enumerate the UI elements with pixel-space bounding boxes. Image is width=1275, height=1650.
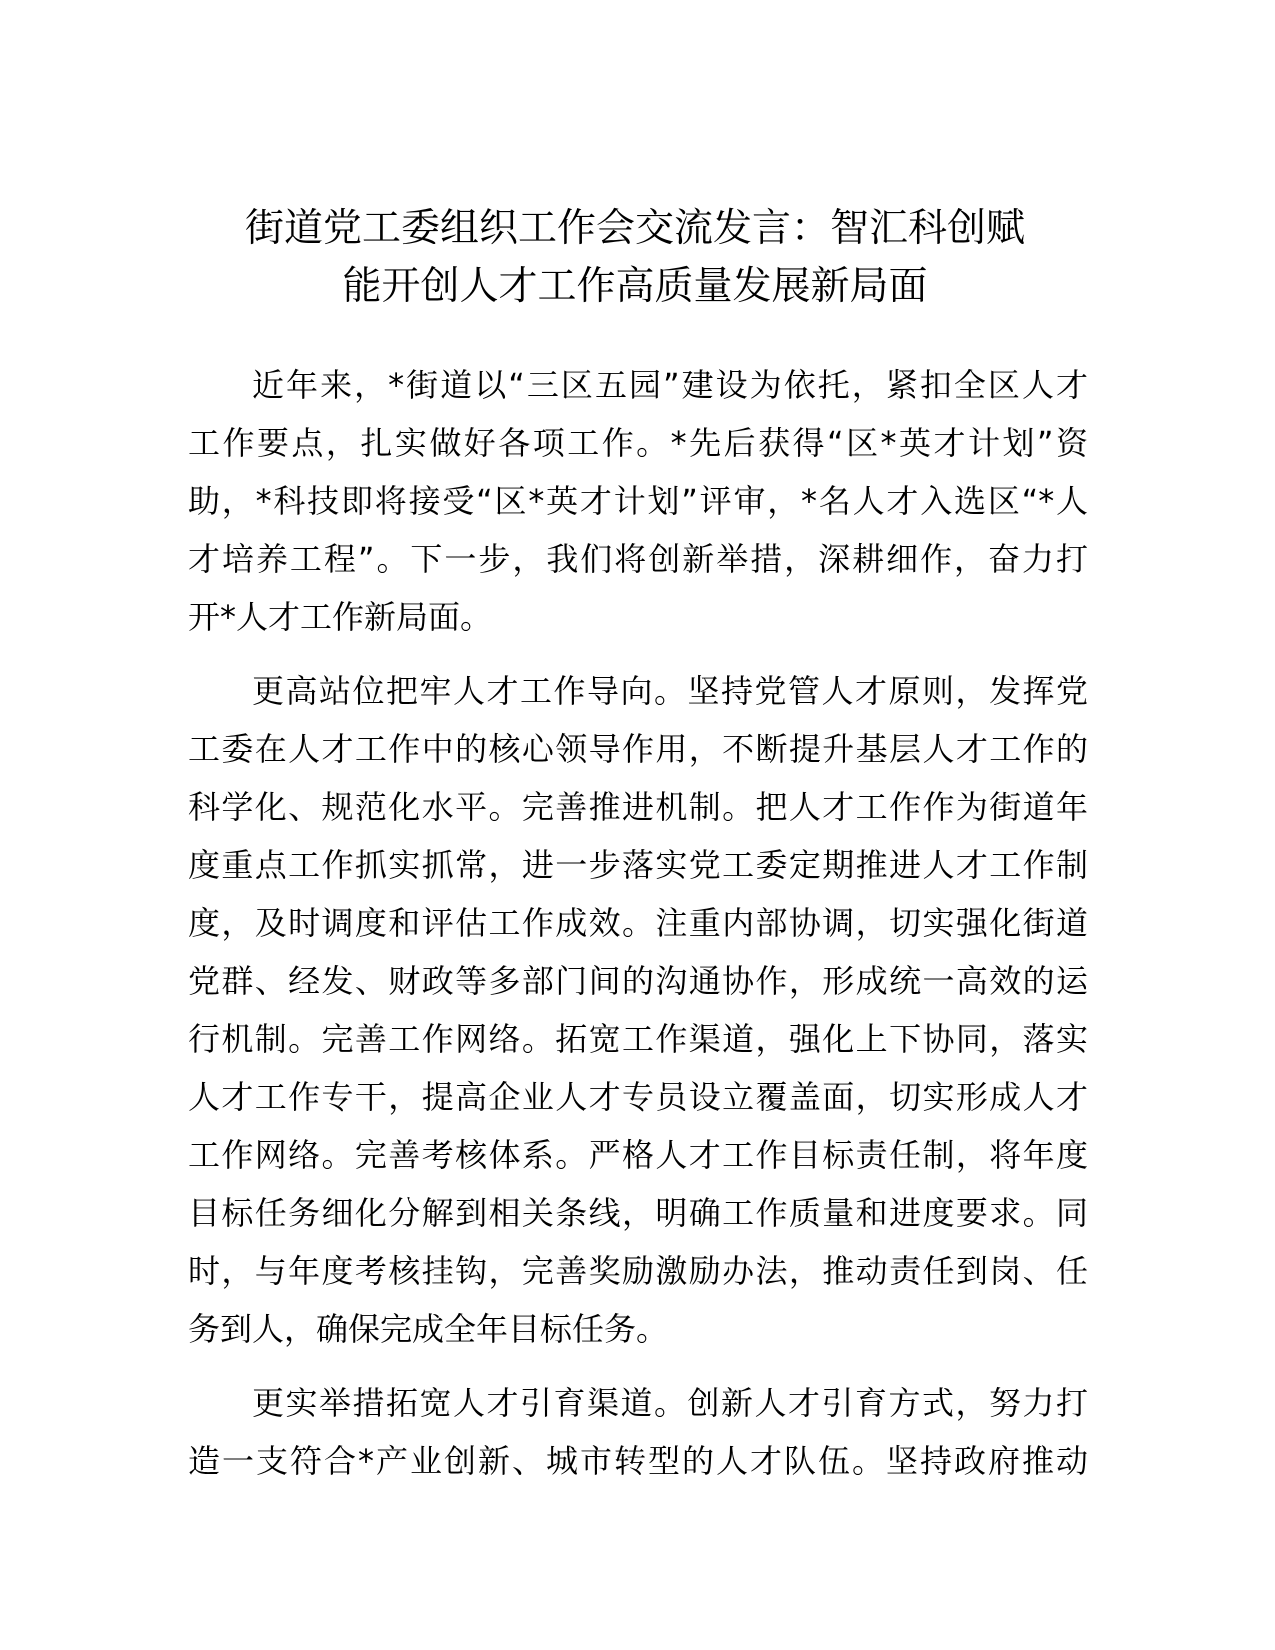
paragraph-line: 工作要点，扎实做好各项工作。*先后获得“区*英才计划”资 — [188, 424, 1088, 462]
paragraph-guidance — [188, 662, 1088, 1358]
paragraph-line: 近年来，*街道以“三区五园”建设为依托，紧扣全区人才 — [252, 366, 1088, 404]
paragraph-line: 造一支符合*产业创新、城市转型的人才队伍。坚持政府推动 — [188, 1442, 1088, 1480]
title-line: 街道党工委组织工作会交流发言：智汇科创赋 — [244, 206, 1025, 251]
paragraph-channels — [188, 1374, 1088, 1490]
paragraph-line: 党群、经发、财政等多部门间的沟通协作，形成统一高效的运 — [188, 962, 1088, 1000]
paragraph-line: 工作网络。完善考核体系。严格人才工作目标责任制，将年度 — [188, 1136, 1088, 1174]
paragraph-line: 科学化、规范化水平。完善推进机制。把人才工作作为街道年 — [188, 788, 1088, 826]
paragraph-line: 人才工作专干，提高企业人才专员设立覆盖面，切实形成人才 — [188, 1078, 1088, 1116]
paragraph-line: 才培养工程”。下一步，我们将创新举措，深耕细作，奋力打 — [188, 540, 1088, 578]
paragraph-line: 务到人，确保完成全年目标任务。 — [188, 1310, 669, 1348]
paragraph-line: 开*人才工作新局面。 — [188, 598, 493, 636]
paragraph-line: 度，及时调度和评估工作成效。注重内部协调，切实强化街道 — [188, 904, 1088, 942]
paragraph-line: 更高站位把牢人才工作导向。坚持党管人才原则，发挥党 — [252, 672, 1088, 710]
paragraph-line: 助，*科技即将接受“区*英才计划”评审，*名人才入选区“*人 — [188, 482, 1088, 520]
title-line: 能开创人才工作高质量发展新局面 — [342, 264, 928, 309]
paragraph-line: 更实举措拓宽人才引育渠道。创新人才引育方式，努力打 — [252, 1384, 1088, 1422]
document-title — [180, 200, 1090, 316]
paragraph-line: 目标任务细化分解到相关条线，明确工作质量和进度要求。同 — [188, 1194, 1088, 1232]
paragraph-line: 行机制。完善工作网络。拓宽工作渠道，强化上下协同，落实 — [188, 1020, 1088, 1058]
paragraph-line: 度重点工作抓实抓常，进一步落实党工委定期推进人才工作制 — [188, 846, 1088, 884]
paragraph-intro — [188, 356, 1088, 646]
document-body — [188, 356, 1088, 1506]
paragraph-line: 工委在人才工作中的核心领导作用，不断提升基层人才工作的 — [188, 730, 1088, 768]
paragraph-line: 时，与年度考核挂钩，完善奖励激励办法，推动责任到岗、任 — [188, 1252, 1088, 1290]
